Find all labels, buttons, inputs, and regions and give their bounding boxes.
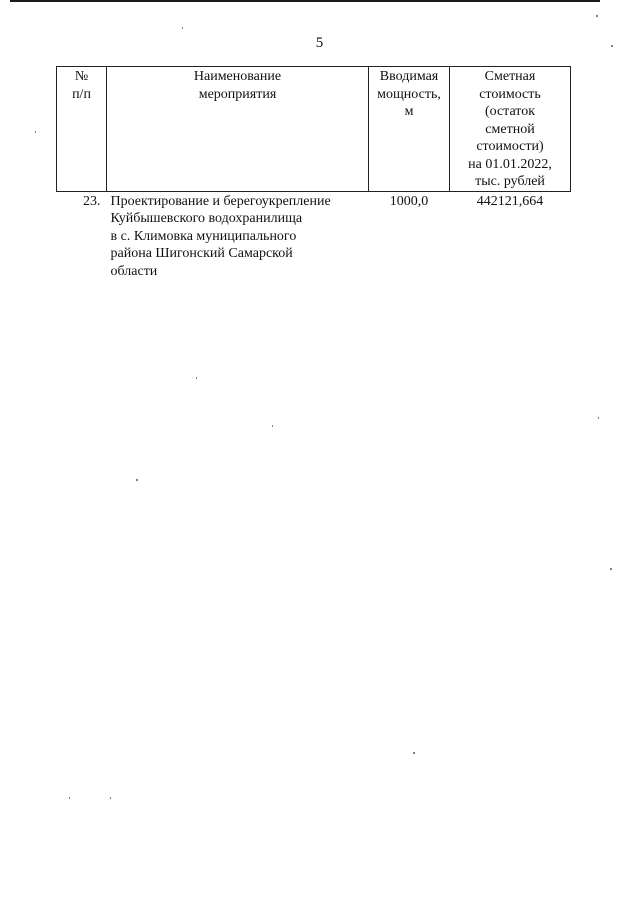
header-number <box>57 67 107 192</box>
header-row <box>57 67 571 192</box>
row-name-line: области <box>110 263 158 279</box>
scan-speck <box>136 479 138 481</box>
top-border-line <box>10 0 600 2</box>
table-header <box>57 67 571 192</box>
scan-speck <box>598 417 599 419</box>
header-cost-line: на 01.01.2022, <box>468 156 552 172</box>
scan-speck <box>611 45 613 47</box>
scan-speck <box>413 752 415 754</box>
header-power-line: мощность, <box>377 86 441 102</box>
header-number-line: № <box>74 69 89 84</box>
scan-speck <box>596 15 598 17</box>
row-number: 23. <box>83 193 101 209</box>
scan-speck <box>69 797 70 799</box>
activities-table <box>56 66 571 280</box>
header-cost-line: тыс. рублей <box>475 174 545 189</box>
header-number-line: п/п <box>72 86 91 102</box>
header-cost-line: сметной <box>485 121 535 137</box>
row-name-line: Проектирование и берегоукрепление <box>110 193 331 209</box>
scan-speck <box>110 797 111 799</box>
row-name-line: в с. Климовка муниципального <box>110 228 297 244</box>
scan-speck <box>272 425 273 427</box>
header-name-line: Наименование <box>193 69 282 84</box>
header-cost-line: стоимости) <box>476 139 544 154</box>
header-cost <box>450 67 571 192</box>
scan-speck <box>610 568 612 570</box>
header-cost-line: Сметная <box>484 69 536 84</box>
header-power-line: Вводимая <box>379 69 439 84</box>
row-cost: 442121,664 <box>476 193 544 209</box>
row-name-line: Куйбышевского водохранилища <box>110 211 303 226</box>
page-number: 5 <box>315 35 324 51</box>
header-power-line: м <box>404 104 414 119</box>
row-name <box>107 191 369 280</box>
table-row <box>57 191 571 280</box>
header-name <box>107 67 369 192</box>
header-cost-line: стоимость <box>479 86 541 102</box>
table-body <box>57 191 571 280</box>
row-power: 1000,0 <box>389 193 429 209</box>
row-name-line: района Шигонский Самарской <box>110 246 293 261</box>
header-cost-line: (остаток <box>484 104 536 119</box>
scan-speck <box>35 131 36 133</box>
scan-speck <box>182 27 183 29</box>
header-name-line: мероприятия <box>198 86 277 102</box>
scan-speck <box>196 377 197 379</box>
header-power <box>369 67 450 192</box>
